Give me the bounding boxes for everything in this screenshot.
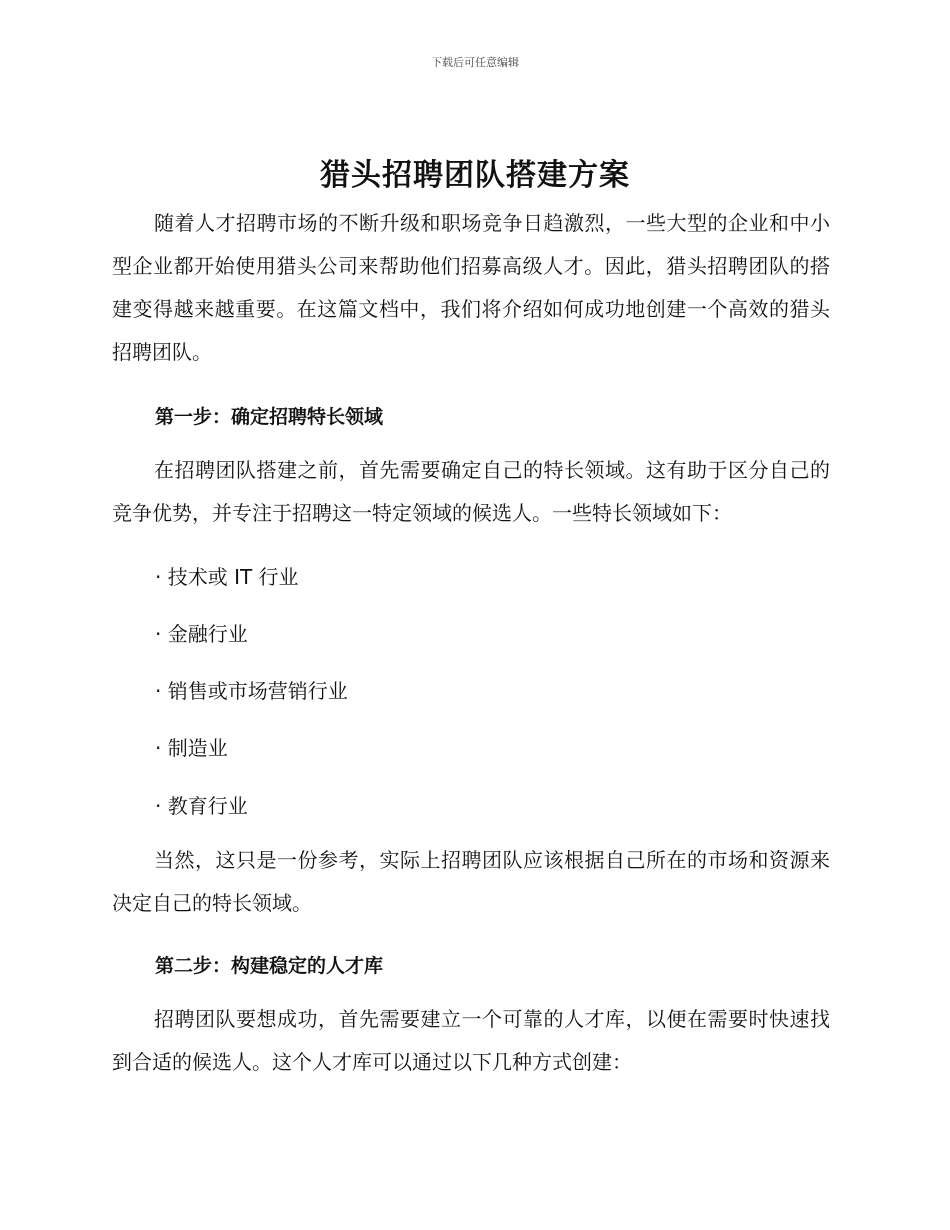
step1-closing-paragraph: 当然，这只是一份参考，实际上招聘团队应该根据自己所在的市场和资源来决定自己的特长领域。 [112, 848, 830, 915]
intro-paragraph: 随着人才招聘市场的不断升级和职场竞争日趋激烈，一些大型的企业和中小型企业都开始使用猎头公司来帮助他们招募高级人才。因此，猎头招聘团队的搭建变得越来越重要。在这篇文档中，我们将介绍如何成功地创建一个高效的猎头招聘团队。 [112, 211, 830, 364]
bullet-item: · 教育行业 [155, 794, 248, 818]
bullet-item: · 技术或 IT 行业 [155, 565, 299, 589]
bullet-item: · 金融行业 [155, 622, 248, 646]
step1-paragraph: 在招聘团队搭建之前，首先需要确定自己的特长领域。这有助于区分自己的竞争优势，并专注于招聘这一特定领域的候选人。一些特长领域如下： [112, 458, 830, 525]
step2-paragraph: 招聘团队要想成功，首先需要建立一个可靠的人才库，以便在需要时快速找到合适的候选人。这个人才库可以通过以下几种方式创建： [112, 1007, 830, 1074]
step1-closing-block [112, 839, 830, 925]
bullet-item: · 销售或市场营销行业 [155, 679, 348, 703]
document-title: 猎头招聘团队搭建方案 [320, 158, 630, 193]
step1-paragraph-block [112, 449, 830, 535]
page-header-note: 下载后可任意编辑 [431, 56, 519, 69]
bullet-item: · 制造业 [155, 736, 228, 760]
intro-paragraph-block [112, 202, 830, 374]
step1-heading: 第一步：确定招聘特长领域 [155, 406, 384, 428]
step2-heading: 第二步：构建稳定的人才库 [155, 955, 384, 977]
step2-paragraph-block [112, 998, 830, 1084]
